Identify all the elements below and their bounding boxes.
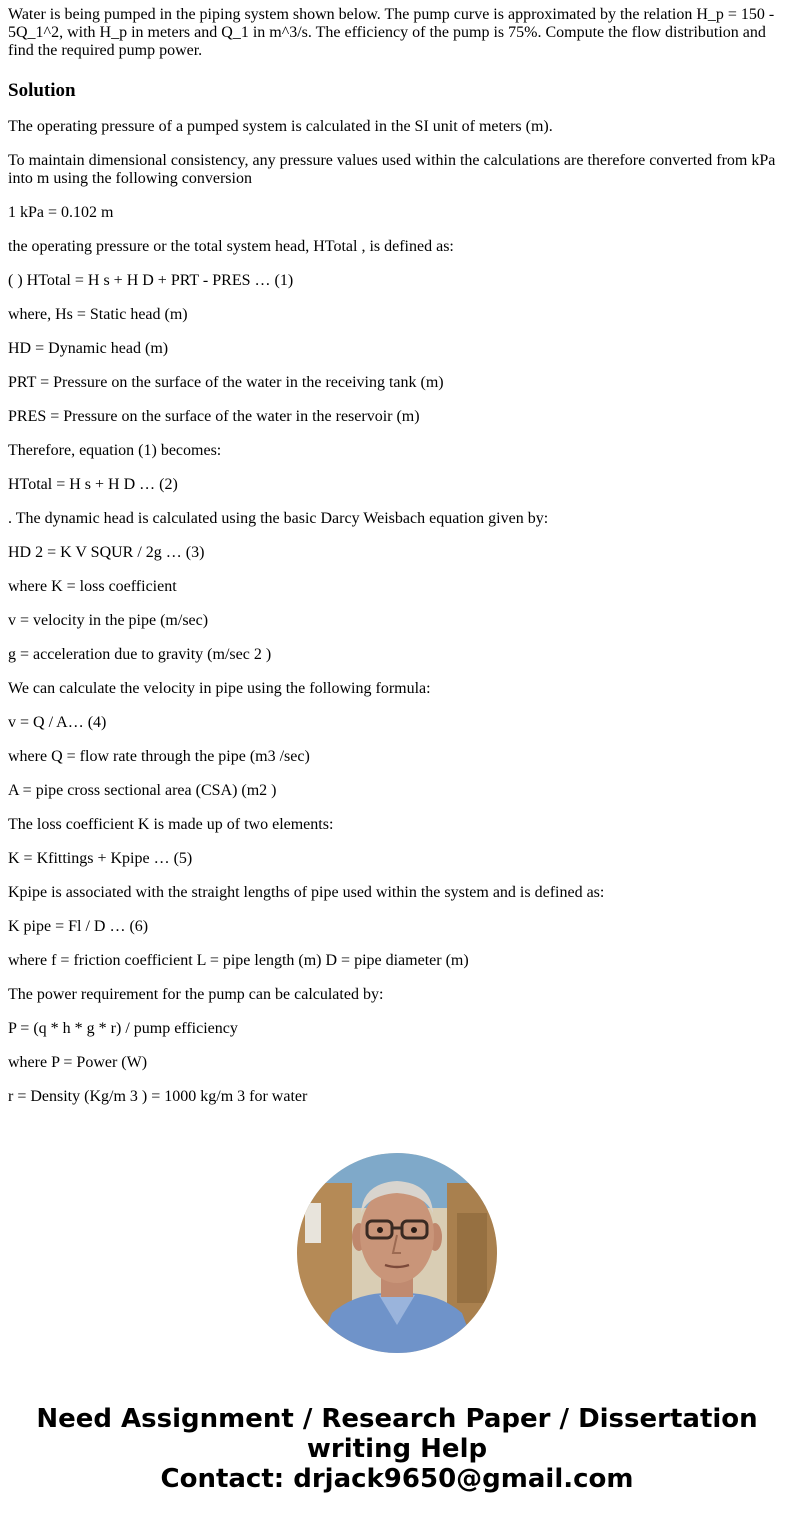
promo-contact: Contact: drjack9650@gmail.com xyxy=(160,1464,634,1494)
solution-paragraphs xyxy=(8,118,784,1106)
solution-paragraph: P = (q * h * g * r) / pump efficiency xyxy=(8,1020,238,1037)
solution-paragraph: v = velocity in the pipe (m/sec) xyxy=(8,612,209,629)
solution-paragraph: g = acceleration due to gravity (m/sec 2 ) xyxy=(8,646,272,663)
solution-heading: Solution xyxy=(8,80,76,101)
solution-paragraph: K = Kfittings + Kpipe … (5) xyxy=(8,850,193,867)
solution-paragraph: PRES = Pressure on the surface of the water in the reservoir (m) xyxy=(8,408,420,425)
solution-paragraph: where K = loss coefficient xyxy=(8,578,177,595)
solution-paragraph: K pipe = Fl / D … (6) xyxy=(8,918,149,935)
solution-paragraph: the operating pressure or the total system head, HTotal , is defined as: xyxy=(8,238,454,255)
solution-paragraph: . The dynamic head is calculated using the basic Darcy Weisbach equation given by: xyxy=(8,510,549,527)
question-text: Water is being pumped in the piping system shown below. The pump curve is approximated by the relation H_p = 150 - 5Q_1^2, with H_p in meters and Q_1 in m^3/s. The efficiency of the pump is 75%. Compute the flow distribution and find the required pump power. xyxy=(8,6,775,59)
solution-paragraph: To maintain dimensional consistency, any pressure values used within the calculations are therefore converted from kPa into m using the following conversion xyxy=(8,152,776,187)
solution-paragraph: The operating pressure of a pumped system is calculated in the SI unit of meters (m). xyxy=(8,118,553,135)
solution-paragraph: We can calculate the velocity in pipe using the following formula: xyxy=(8,680,431,697)
solution-paragraph: where f = friction coefficient L = pipe length (m) D = pipe diameter (m) xyxy=(8,952,469,969)
author-avatar xyxy=(297,1153,497,1353)
solution-paragraph: v = Q / A… (4) xyxy=(8,714,107,731)
solution-paragraph: r = Density (Kg/m 3 ) = 1000 kg/m 3 for water xyxy=(8,1088,308,1105)
solution-paragraph: where P = Power (W) xyxy=(8,1054,148,1071)
solution-paragraph: HD 2 = K V SQUR / 2g … (3) xyxy=(8,544,205,561)
solution-paragraph: The loss coefficient K is made up of two elements: xyxy=(8,816,334,833)
solution-paragraph: HTotal = H s + H D … (2) xyxy=(8,476,178,493)
solution-paragraph: where Q = flow rate through the pipe (m3 /sec) xyxy=(8,748,310,765)
promo-banner xyxy=(0,1404,794,1494)
solution-paragraph: where, Hs = Static head (m) xyxy=(8,306,188,323)
document-body xyxy=(8,6,784,1122)
solution-paragraph: HD = Dynamic head (m) xyxy=(8,340,169,357)
solution-paragraph: ( ) HTotal = H s + H D + PRT - PRES … (1) xyxy=(8,272,294,289)
solution-paragraph: 1 kPa = 0.102 m xyxy=(8,204,114,221)
promo-line: writing Help xyxy=(306,1434,488,1464)
solution-paragraph: A = pipe cross sectional area (CSA) (m2 ) xyxy=(8,782,277,799)
promo-line: Need Assignment / Research Paper / Dissertation xyxy=(36,1404,758,1434)
solution-paragraph: Kpipe is associated with the straight lengths of pipe used within the system and is defined as: xyxy=(8,884,605,901)
solution-paragraph: Therefore, equation (1) becomes: xyxy=(8,442,222,459)
solution-paragraph: PRT = Pressure on the surface of the water in the receiving tank (m) xyxy=(8,374,444,391)
solution-paragraph: The power requirement for the pump can be calculated by: xyxy=(8,986,384,1003)
